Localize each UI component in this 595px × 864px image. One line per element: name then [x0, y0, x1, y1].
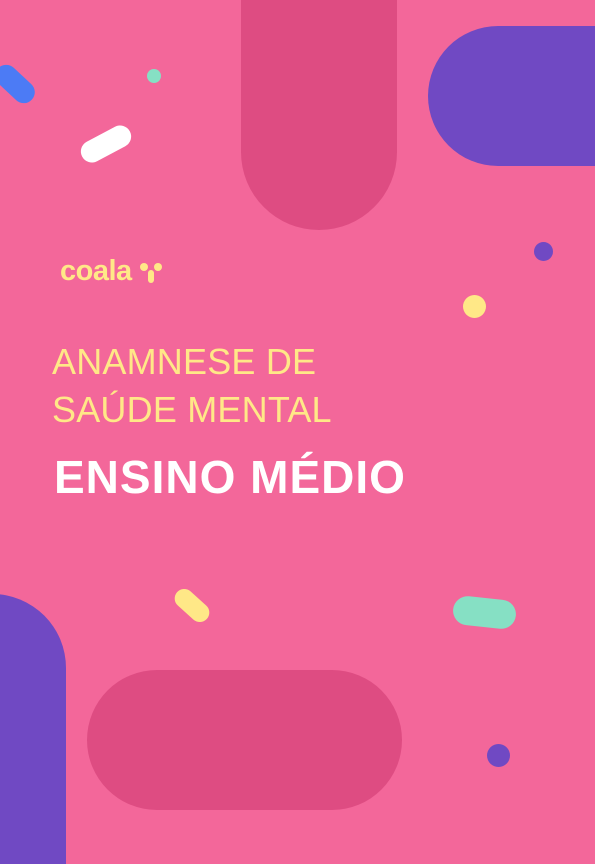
- cover-subtitle: ENSINO MÉDIO: [54, 451, 406, 503]
- purple-dot-decoration: [534, 242, 553, 261]
- blue-stick-decoration: [0, 60, 39, 107]
- brand-name: coala: [60, 255, 132, 287]
- purple-dot-decoration-bottom: [487, 744, 510, 767]
- bottom-pill-shape: [87, 670, 402, 810]
- brand-logo: [60, 257, 163, 286]
- white-stick-decoration: [77, 122, 135, 167]
- yellow-dot-decoration: [463, 295, 486, 318]
- cover-title-line-1: ANAMNESE DE: [52, 341, 317, 382]
- yellow-stick-decoration: [171, 585, 213, 626]
- coala-ears-icon: [139, 262, 163, 284]
- top-right-pill-shape: [428, 26, 595, 166]
- mint-stick-decoration: [452, 595, 518, 630]
- bottom-left-pillar-shape: [0, 594, 66, 864]
- mint-dot-decoration: [147, 69, 161, 83]
- top-pillar-shape: [241, 0, 397, 230]
- cover-title-line-2: SAÚDE MENTAL: [52, 389, 332, 430]
